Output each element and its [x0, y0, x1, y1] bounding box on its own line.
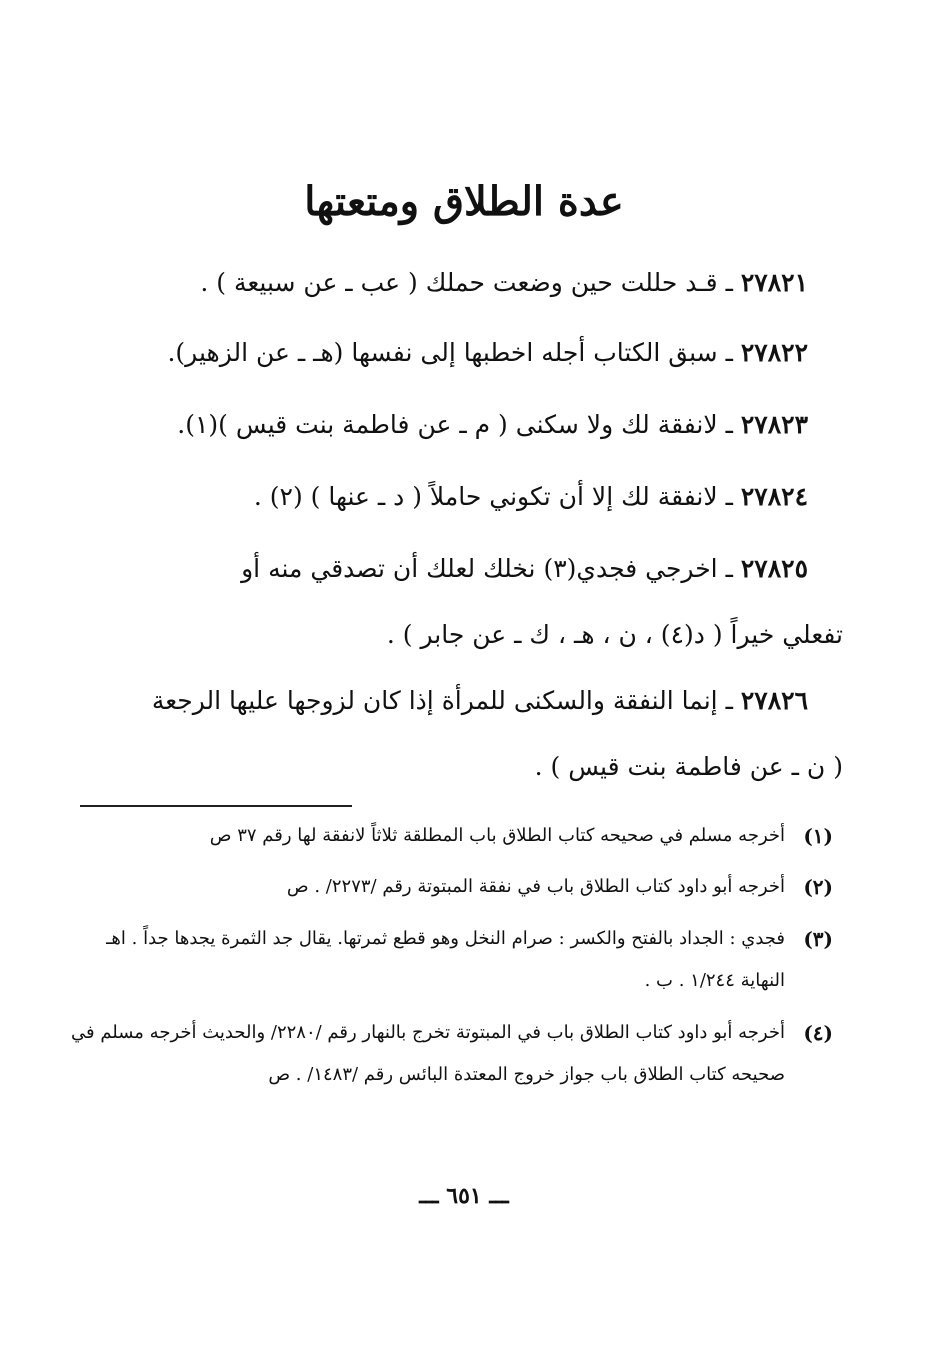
footnote-mark: (٢) [803, 875, 833, 899]
hadith-continuation: ( ن ـ عن فاطمة بنت قيس ) . [534, 752, 843, 781]
footnote-text: فجدي : الجداد بالفتح والكسر : صرام النخل وهو قطع ثمرتها. يقال جد الثمرة يجدها جداً . اهـ النهاية ١/٢٤٤ . ب . [106, 928, 785, 991]
hadith-entry [80, 464, 808, 530]
hadith-number: ٢٧٨٢١ [740, 268, 808, 297]
footnote-separator [80, 805, 352, 807]
footnote [70, 866, 833, 908]
footnote-mark: (٣) [803, 927, 833, 951]
footnote-mark: (١) [803, 824, 833, 848]
hadith-text: ـ إنما النفقة والسكنى للمرأة إذا كان لزوجها عليها الرجعة [151, 686, 733, 715]
footnote [70, 815, 833, 857]
footnote-text: أخرجه مسلم في صحيحه كتاب الطلاق باب المطلقة ثلاثاً لانفقة لها رقم ٣٧ ص [209, 825, 785, 846]
hadith-text: ـ سبق الكتاب أجله اخطبها إلى نفسها (هـ ـ عن الزهير). [167, 338, 733, 367]
hadith-entry [80, 250, 808, 316]
footnote-mark: (٤) [803, 1021, 833, 1045]
footnote-text: أخرجه أبو داود كتاب الطلاق باب في نفقة المبتوتة رقم /٢٢٧٣/ . ص [286, 876, 785, 897]
footnote [70, 1012, 833, 1096]
hadith-number: ٢٧٨٢٤ [740, 482, 808, 511]
hadith-text: ـ قـد حللت حين وضعت حملك ( عب ـ عن سبيعة ) . [200, 268, 733, 297]
hadith-number: ٢٧٨٢٦ [740, 686, 808, 715]
footnote-text: أخرجه أبو داود كتاب الطلاق باب في المبتوتة تخرج بالنهار رقم /٢٢٨٠/ والحديث أخرجه مسلم في صحيحه كتاب الطلاق باب جواز خروج المعتدة البائس رقم /١٤٨٣/ . ص [70, 1022, 785, 1085]
hadith-entry [80, 536, 843, 668]
hadith-number: ٢٧٨٢٥ [740, 554, 808, 583]
hadith-number: ٢٧٨٢٣ [740, 410, 808, 439]
hadith-entry [80, 320, 808, 386]
hadith-number: ٢٧٨٢٢ [740, 338, 808, 367]
hadith-text: ـ لانفقة لك إلا أن تكوني حاملاً ( د ـ عنها ) (٢) . [253, 482, 733, 511]
footnote [70, 918, 833, 1002]
hadith-continuation: تفعلي خيراً ( د(٤) ، ن ، هـ ، ك ـ عن جابر ) . [386, 620, 843, 649]
chapter-title: عدة الطلاق ومتعتها [304, 178, 624, 225]
hadith-entry [80, 668, 843, 800]
page-number: ـــ ٦٥١ ـــ [419, 1183, 509, 1209]
hadith-text: ـ لانفقة لك ولا سكنى ( م ـ عن فاطمة بنت قيس )(١). [177, 410, 733, 439]
hadith-text: ـ اخرجي فجدي(٣) نخلك لعلك أن تصدقي منه أو [241, 554, 733, 583]
hadith-entry [80, 392, 808, 458]
